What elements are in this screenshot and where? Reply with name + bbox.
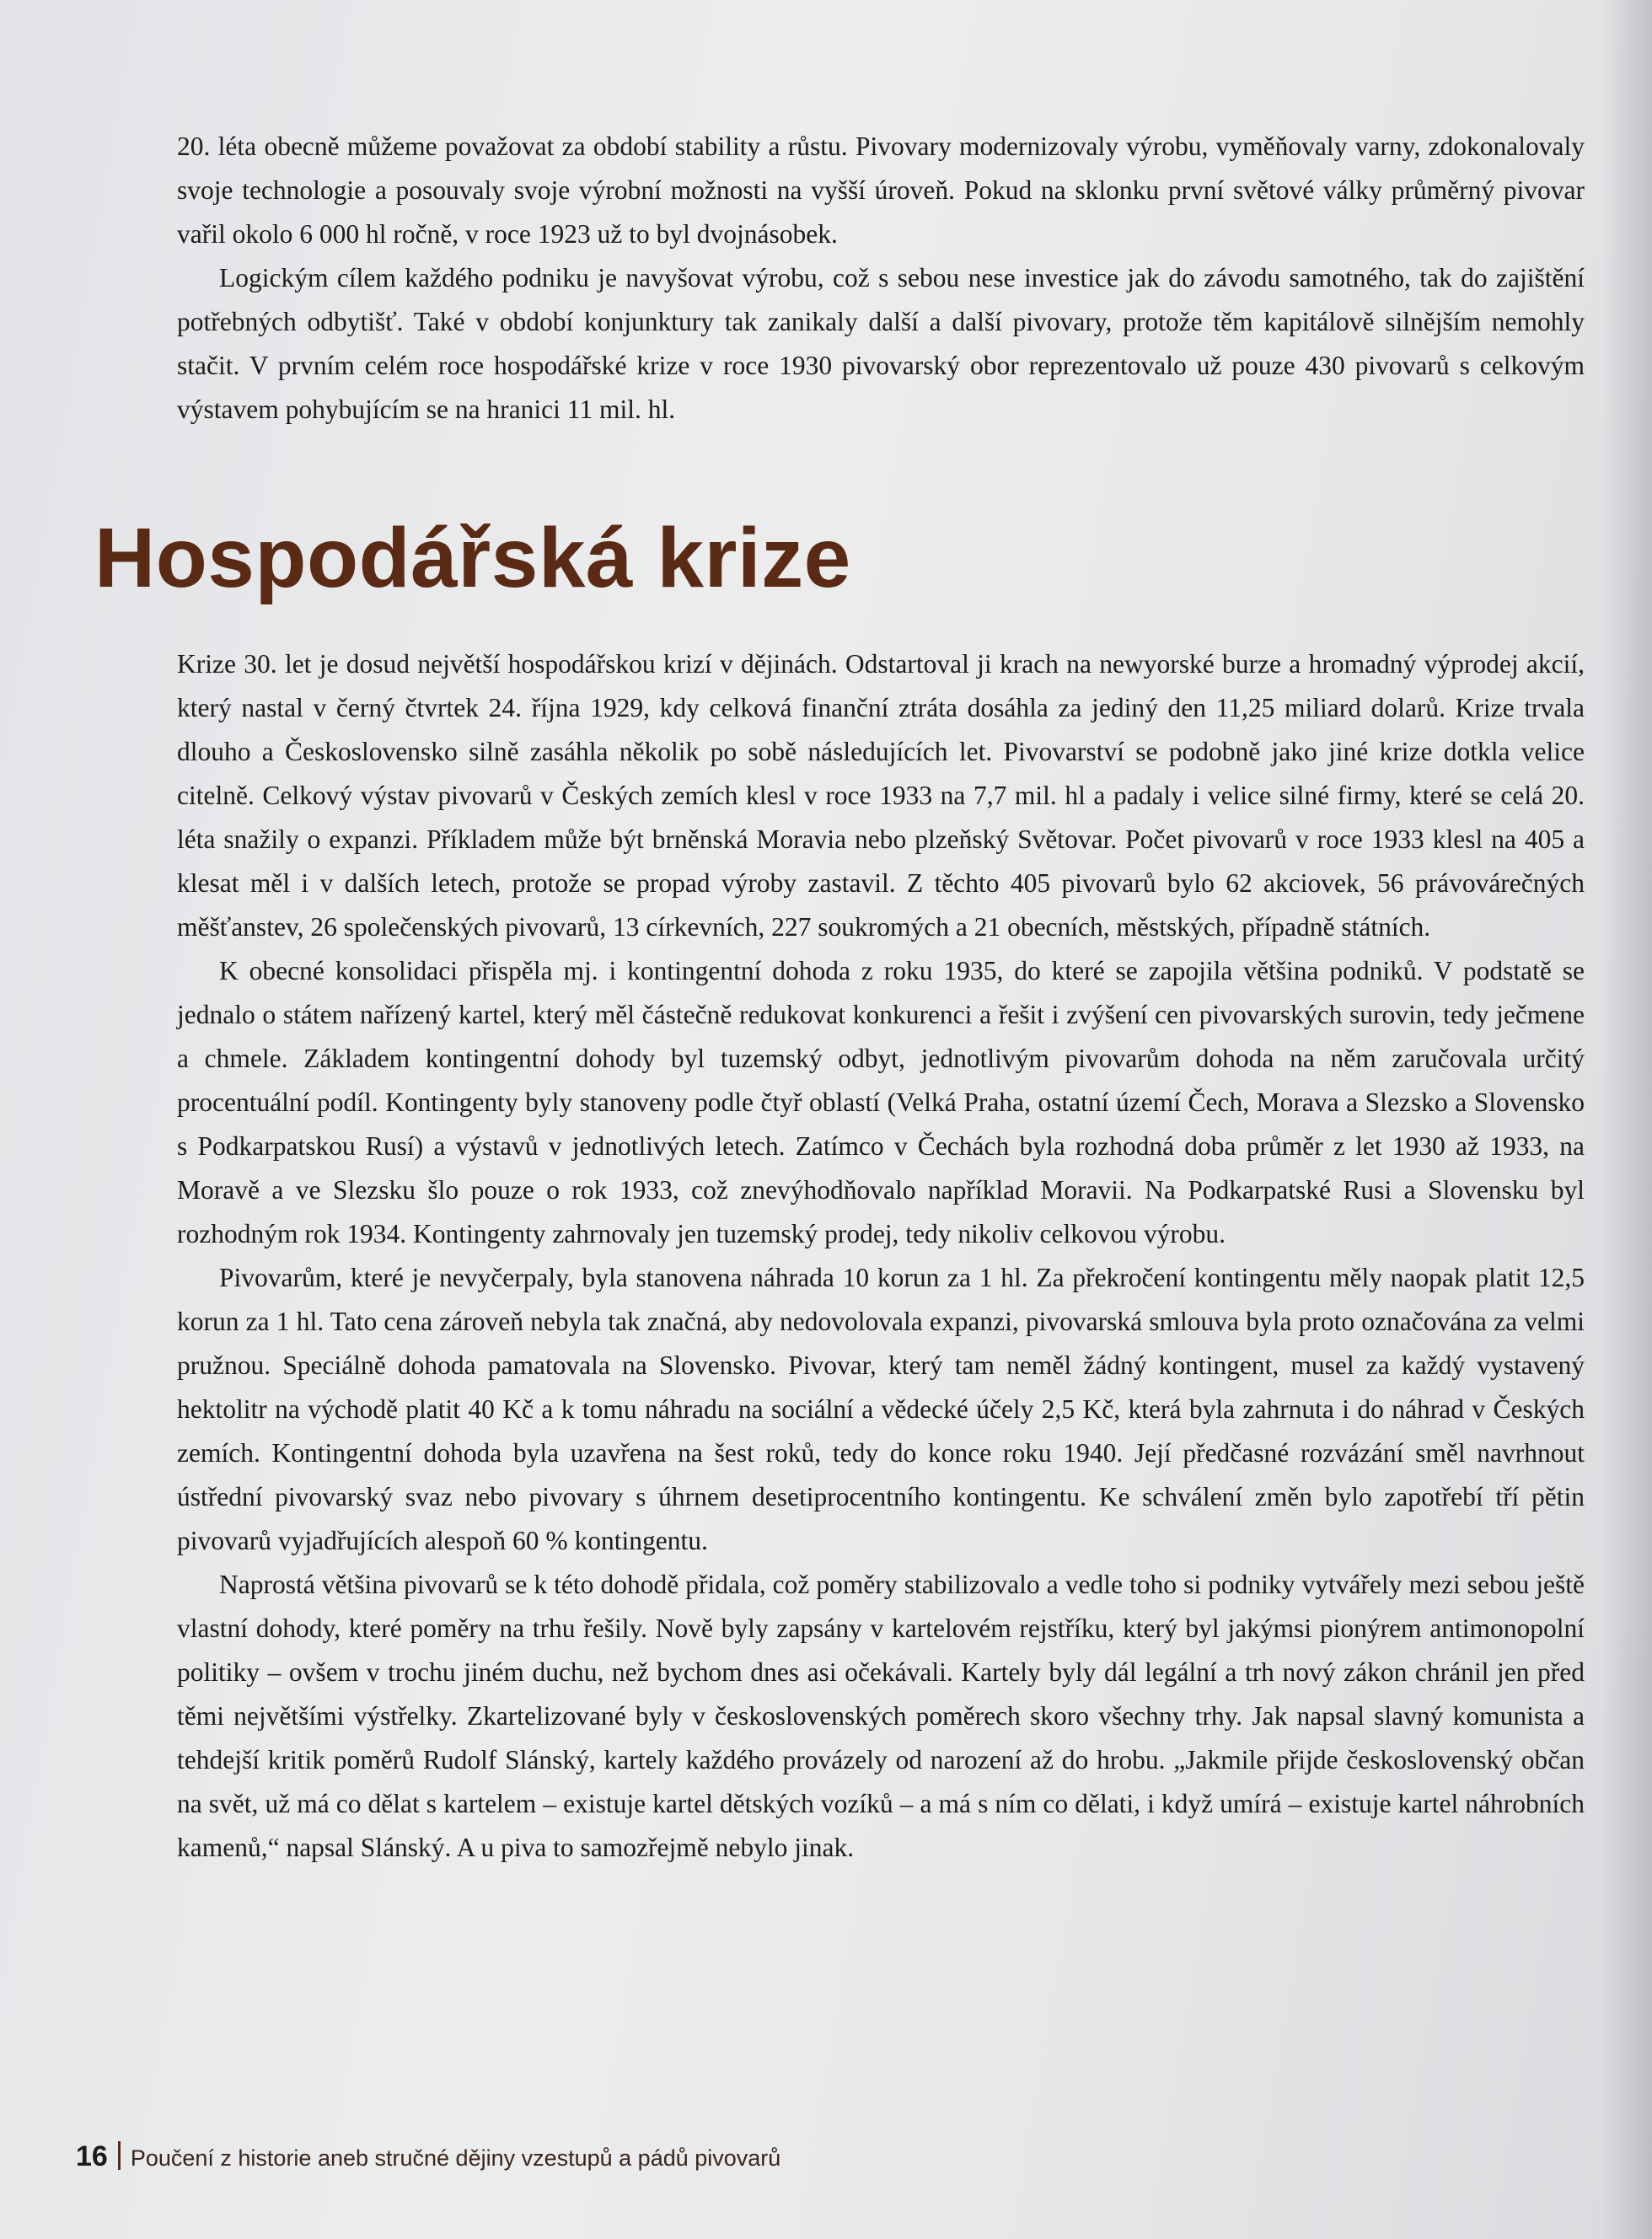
page-footer [76, 2140, 780, 2175]
body-paragraph: Naprostá většina pivovarů se k této dohodě přidala, což poměry stabilizovalo a vedle toho si podniky vytvářely mezi sebou ještě vlastní dohody, které poměry na trhu řešily. Nově byly zapsány v kartelovém rejstříku, který byl jakýmsi pionýrem antimonopolní politiky – ovšem v trochu jiném duchu, než bychom dnes asi očekávali. Kartely byly dál legální a trh nový zákon chránil jen před těmi největšími výstřelky. Zkartelizované byly v československých poměrech skoro všechny trhy. Jak napsal slavný komunista a tehdejší kritik poměrů Rudolf Slánský, kartely každého provázely od narození až do hrobu. „Jakmile přijde československý občan na svět, už má co dělat s kartelem – existuje kartel dětských vozíků – a má s ním co dělati, i když umírá – existuje kartel náhrobních kamenů,“ napsal Slánský. A u piva to samozřejmě nebylo jinak. [177, 1570, 1585, 1862]
book-title: Poučení z historie aneb stručné dějiny vzestupů a pádů pivovarů [130, 2145, 781, 2171]
footer-divider [118, 2141, 121, 2170]
intro-paragraph: Logickým cílem každého podniku je navyšovat výrobu, což s sebou nese investice jak do závodu samotného, tak do zajištění potřebných odbytišť. Také v období konjunktury tak zanikaly další a další pivovary, protože těm kapitálově silnějším nemohly stačit. V prvním celém roce hospodářské krize v roce 1930 pivovarský obor reprezentovalo už pouze 430 pivovarů s celkovým výstavem pohybujícím se na hranici 11 mil. hl. [177, 263, 1585, 424]
body-paragraph: Pivovarům, které je nevyčerpaly, byla stanovena náhrada 10 korun za 1 hl. Za překročení kontingentu měly naopak platit 12,5 korun za 1 hl. Tato cena zároveň nebyla tak značná, aby nedovolovala expanzi, pivovarská smlouva byla proto označována za velmi pružnou. Speciálně dohoda pamatovala na Slovensko. Pivovar, který tam neměl žádný kontingent, musel za každý vystavený hektolitr na východě platit 40 Kč a k tomu náhradu na sociální a vědecké účely 2,5 Kč, která byla zahrnuta i do náhrad v Českých zemích. Kontingentní dohoda byla uzavřena na šest roků, tedy do konce roku 1940. Její předčasné rozvázání směl navrhnout ústřední pivovarský svaz nebo pivovary s úhrnem desetiprocentního kontingentu. Ke schválení změn bylo zapotřebí tří pětin pivovarů vyjadřujících alespoň 60 % kontingentu. [177, 1263, 1585, 1555]
body-paragraph: K obecné konsolidaci přispěla mj. i kontingentní dohoda z roku 1935, do které se zapojila většina podniků. V podstatě se jednalo o státem nařízený kartel, který měl částečně redukovat konkurenci a řešit i zvýšení cen pivovarských surovin, tedy ječmene a chmele. Základem kontingentní dohody byl tuzemský odbyt, jednotlivým pivovarům dohoda na něm zaručovala určitý procentuální podíl. Kontingenty byly stanoveny podle čtyř oblastí (Velká Praha, ostatní území Čech, Morava a Slezsko a Slovensko s Podkarpatskou Rusí) a výstavů v jednotlivých letech. Zatímco v Čechách byla rozhodná doba průměr z let 1930 až 1933, na Moravě a ve Slezsku šlo pouze o rok 1933, což znevýhodňovalo například Moravii. Na Podkarpatské Rusi a Slovensku byl rozhodným rok 1934. Kontingenty zahrnovaly jen tuzemský prodej, tedy nikoliv celkovou výrobu. [177, 956, 1585, 1248]
intro-text-block [177, 125, 1585, 432]
page-number: 16 [76, 2140, 108, 2172]
section-heading: Hospodářská krize [94, 511, 851, 605]
intro-paragraph: 20. léta obecně můžeme považovat za období stability a růstu. Pivovary modernizovaly výrobu, vyměňovaly varny, zdokonalovaly svoje technologie a posouvaly svoje výrobní možnosti na vyšší úroveň. Pokud na sklonku první světové války průměrný pivovar vařil okolo 6 000 hl ročně, v roce 1923 už to byl dvojnásobek. [177, 132, 1585, 249]
body-paragraph: Krize 30. let je dosud největší hospodářskou krizí v dějinách. Odstartoval ji krach na newyorské burze a hromadný výprodej akcií, který nastal v černý čtvrtek 24. října 1929, kdy celková finanční ztráta dosáhla za jediný den 11,25 miliard dolarů. Krize trvala dlouho a Československo silně zasáhla několik po sobě následujících let. Pivovarství se podobně jako jiné krize dotkla velice citelně. Celkový výstav pivovarů v Českých zemích klesl v roce 1933 na 7,7 mil. hl a padaly i velice silné firmy, které se celá 20. léta snažily o expanzi. Příkladem může být brněnská Moravia nebo plzeňský Světovar. Počet pivovarů v roce 1933 klesl na 405 a klesat měl i v dalších letech, protože se propad výroby zastavil. Z těchto 405 pivovarů bylo 62 akciovek, 56 právovárečných měšťanstev, 26 společenských pivovarů, 13 církevních, 227 soukromých a 21 obecních, městských, případně státních. [177, 649, 1585, 942]
page-edge-shadow [1601, 0, 1652, 2239]
section-text-block [177, 642, 1585, 1870]
